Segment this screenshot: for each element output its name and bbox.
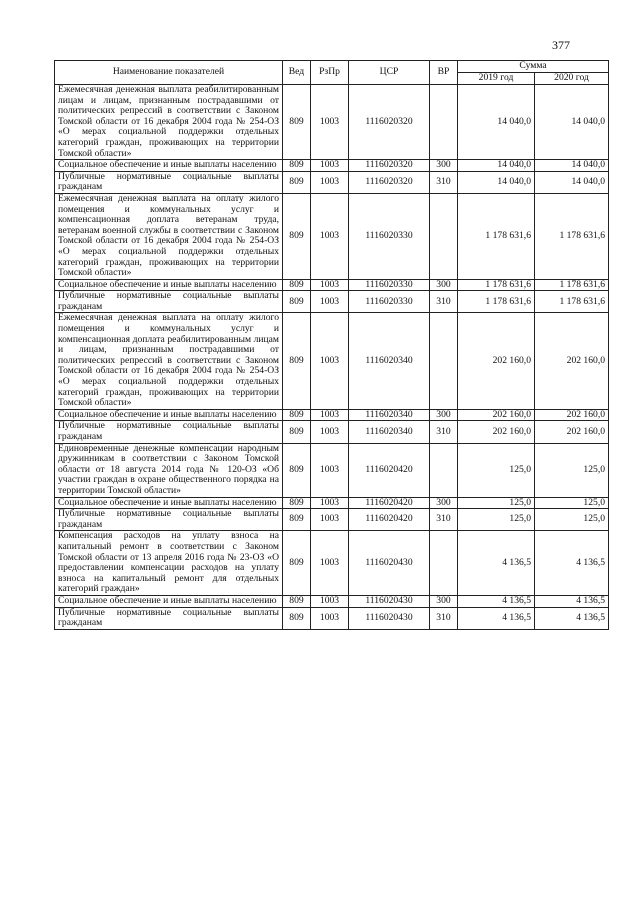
cell-name: Компенсация расходов на уплату взноса на капитальный ремонт в соответствии с Законом Томской области от 13 апреля 2016 года № 23-ОЗ «О предоставлении компенсации расходов на уплату взноса на капитальный ремонт для отдельных категорий граждан»	[55, 531, 283, 596]
table-row	[55, 160, 609, 172]
cell-2019: 14 040,0	[458, 85, 535, 160]
cell-rzpr: 1003	[311, 85, 349, 160]
table-row	[55, 421, 609, 443]
header-csr: ЦСР	[349, 61, 430, 85]
cell-vr	[430, 531, 458, 596]
cell-2020: 125,0	[535, 509, 609, 531]
cell-rzpr: 1003	[311, 409, 349, 421]
header-rzpr: РзПр	[311, 61, 349, 85]
cell-name: Социальное обеспечение и иные выплаты населению	[55, 595, 283, 607]
cell-2020: 4 136,5	[535, 607, 609, 629]
cell-name: Социальное обеспечение и иные выплаты населению	[55, 160, 283, 172]
cell-2020: 14 040,0	[535, 171, 609, 193]
table-row	[55, 409, 609, 421]
cell-2020: 4 136,5	[535, 531, 609, 596]
cell-2019: 125,0	[458, 497, 535, 509]
cell-name: Социальное обеспечение и иные выплаты населению	[55, 279, 283, 291]
cell-2020: 4 136,5	[535, 595, 609, 607]
cell-ved: 809	[283, 409, 311, 421]
cell-vr: 300	[430, 595, 458, 607]
header-ved: Вед	[283, 61, 311, 85]
cell-ved: 809	[283, 193, 311, 279]
cell-2020: 202 160,0	[535, 409, 609, 421]
table-row	[55, 595, 609, 607]
budget-table	[54, 60, 609, 630]
cell-ved: 809	[283, 279, 311, 291]
cell-vr: 300	[430, 279, 458, 291]
table-row	[55, 291, 609, 313]
cell-2019: 202 160,0	[458, 313, 535, 409]
table-row	[55, 85, 609, 160]
table-row	[55, 607, 609, 629]
cell-ved: 809	[283, 595, 311, 607]
cell-vr: 310	[430, 171, 458, 193]
cell-name: Публичные нормативные социальные выплаты гражданам	[55, 291, 283, 313]
cell-rzpr: 1003	[311, 509, 349, 531]
cell-ved: 809	[283, 421, 311, 443]
cell-csr: 1116020330	[349, 279, 430, 291]
cell-ved: 809	[283, 443, 311, 497]
cell-ved: 809	[283, 85, 311, 160]
cell-vr: 300	[430, 160, 458, 172]
cell-name: Ежемесячная денежная выплата на оплату жилого помещения и коммунальных услуг и компенсационная доплата ветеранам труда, ветеранам военной службы в соответствии с Законом Томской области от 16 декабря 2004 года № 254-ОЗ «О мерах социальной поддержки отдельных категорий граждан, проживающих на территории Томской области»	[55, 193, 283, 279]
cell-2019: 4 136,5	[458, 607, 535, 629]
cell-rzpr: 1003	[311, 531, 349, 596]
cell-rzpr: 1003	[311, 279, 349, 291]
table-body	[55, 85, 609, 630]
cell-2020: 14 040,0	[535, 160, 609, 172]
cell-rzpr: 1003	[311, 607, 349, 629]
cell-name: Социальное обеспечение и иные выплаты населению	[55, 409, 283, 421]
cell-csr: 1116020420	[349, 443, 430, 497]
cell-vr: 310	[430, 421, 458, 443]
header-name: Наименование показателей	[55, 61, 283, 85]
cell-2020: 125,0	[535, 497, 609, 509]
cell-csr: 1116020420	[349, 509, 430, 531]
cell-csr: 1116020340	[349, 421, 430, 443]
cell-name: Публичные нормативные социальные выплаты гражданам	[55, 421, 283, 443]
cell-csr: 1116020430	[349, 607, 430, 629]
cell-2019: 4 136,5	[458, 595, 535, 607]
cell-ved: 809	[283, 160, 311, 172]
cell-csr: 1116020430	[349, 531, 430, 596]
cell-name: Публичные нормативные социальные выплаты гражданам	[55, 509, 283, 531]
cell-ved: 809	[283, 531, 311, 596]
table-row	[55, 497, 609, 509]
cell-csr: 1116020420	[349, 497, 430, 509]
cell-rzpr: 1003	[311, 313, 349, 409]
cell-ved: 809	[283, 497, 311, 509]
header-row	[55, 61, 609, 73]
cell-name: Социальное обеспечение и иные выплаты населению	[55, 497, 283, 509]
cell-2019: 4 136,5	[458, 531, 535, 596]
cell-rzpr: 1003	[311, 160, 349, 172]
table-row	[55, 193, 609, 279]
cell-csr: 1116020430	[349, 595, 430, 607]
cell-rzpr: 1003	[311, 595, 349, 607]
cell-csr: 1116020330	[349, 291, 430, 313]
cell-2019: 125,0	[458, 509, 535, 531]
cell-2020: 202 160,0	[535, 313, 609, 409]
cell-csr: 1116020330	[349, 193, 430, 279]
cell-name: Публичные нормативные социальные выплаты гражданам	[55, 171, 283, 193]
cell-vr: 310	[430, 291, 458, 313]
cell-2019: 14 040,0	[458, 160, 535, 172]
header-vr: ВР	[430, 61, 458, 85]
cell-2020: 1 178 631,6	[535, 193, 609, 279]
cell-rzpr: 1003	[311, 193, 349, 279]
table-row	[55, 313, 609, 409]
cell-2019: 14 040,0	[458, 171, 535, 193]
cell-vr	[430, 313, 458, 409]
cell-ved: 809	[283, 313, 311, 409]
cell-2020: 1 178 631,6	[535, 291, 609, 313]
cell-csr: 1116020320	[349, 171, 430, 193]
cell-name: Ежемесячная денежная выплата на оплату жилого помещения и коммунальных услуг и компенсационная доплата реабилитированным лицам и лицам, признанным пострадавшими от политических репрессий в соответствии с Законом Томской области от 16 декабря 2004 года № 254-ОЗ «О мерах социальной поддержки отдельных категорий граждан, проживающих на территории Томской области»	[55, 313, 283, 409]
cell-rzpr: 1003	[311, 421, 349, 443]
cell-vr: 310	[430, 509, 458, 531]
cell-rzpr: 1003	[311, 497, 349, 509]
cell-rzpr: 1003	[311, 171, 349, 193]
cell-ved: 809	[283, 291, 311, 313]
cell-vr: 310	[430, 607, 458, 629]
cell-2019: 1 178 631,6	[458, 291, 535, 313]
cell-csr: 1116020340	[349, 313, 430, 409]
cell-2020: 202 160,0	[535, 421, 609, 443]
cell-rzpr: 1003	[311, 443, 349, 497]
cell-2020: 14 040,0	[535, 85, 609, 160]
cell-2019: 202 160,0	[458, 409, 535, 421]
cell-csr: 1116020320	[349, 85, 430, 160]
header-2020: 2020 год	[535, 73, 609, 85]
cell-2019: 1 178 631,6	[458, 193, 535, 279]
table-row	[55, 509, 609, 531]
table-row	[55, 279, 609, 291]
cell-ved: 809	[283, 607, 311, 629]
cell-name: Ежемесячная денежная выплата реабилитированным лицам и лицам, признанным пострадавшими от политических репрессий в соответствии с Законом Томской области от 16 декабря 2004 года № 254-ОЗ «О мерах социальной поддержки отдельных категорий граждан, проживающих на территории Томской области»	[55, 85, 283, 160]
cell-vr	[430, 443, 458, 497]
cell-2019: 202 160,0	[458, 421, 535, 443]
cell-ved: 809	[283, 171, 311, 193]
cell-2020: 125,0	[535, 443, 609, 497]
table-row	[55, 531, 609, 596]
cell-2019: 125,0	[458, 443, 535, 497]
cell-vr	[430, 85, 458, 160]
cell-name: Публичные нормативные социальные выплаты гражданам	[55, 607, 283, 629]
table-row	[55, 171, 609, 193]
cell-csr: 1116020320	[349, 160, 430, 172]
table-row	[55, 443, 609, 497]
cell-rzpr: 1003	[311, 291, 349, 313]
cell-2020: 1 178 631,6	[535, 279, 609, 291]
header-sum: Сумма	[458, 61, 609, 73]
cell-vr: 300	[430, 497, 458, 509]
cell-csr: 1116020340	[349, 409, 430, 421]
cell-ved: 809	[283, 509, 311, 531]
cell-name: Единовременные денежные компенсации народным дружинникам в соответствии с Законом Томской области от 18 августа 2014 года № 120-ОЗ «Об участии граждан в охране общественного порядка на территории Томской области»	[55, 443, 283, 497]
cell-2019: 1 178 631,6	[458, 279, 535, 291]
header-2019: 2019 год	[458, 73, 535, 85]
cell-vr: 300	[430, 409, 458, 421]
page-number: 377	[552, 38, 570, 52]
cell-vr	[430, 193, 458, 279]
